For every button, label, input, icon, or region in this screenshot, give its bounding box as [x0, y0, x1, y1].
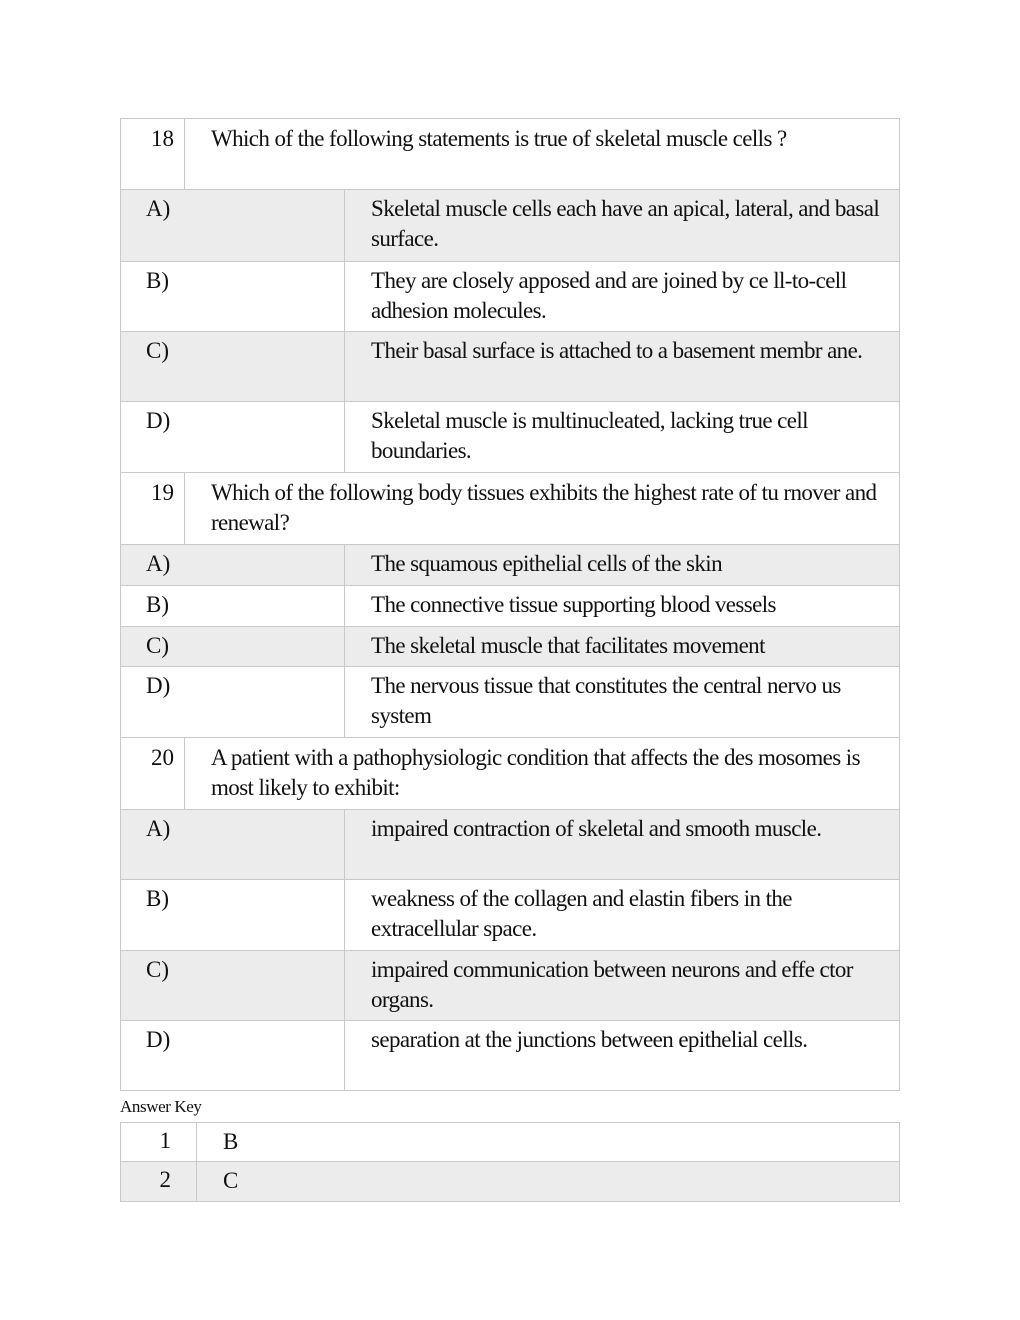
question-text: A patient with a pathophysiologic condition that affects the des mosomes is most likely to exhibit: [211, 745, 860, 800]
question-number: 18 [121, 119, 185, 189]
option-row [120, 262, 900, 332]
question-row [120, 473, 900, 545]
question-table [120, 118, 900, 1091]
option-label: C) [121, 951, 345, 1020]
answer-key-answer: C [223, 1168, 239, 1193]
option-label: D) [121, 402, 345, 472]
option-row [120, 332, 900, 402]
option-text: The skeletal muscle that facilitates movement [371, 633, 765, 658]
option-text: The connective tissue supporting blood vessels [371, 592, 776, 617]
option-row [120, 1021, 900, 1091]
question-number: 20 [121, 738, 185, 809]
option-text: Skeletal muscle is multinucleated, lacking true cell boundaries. [371, 408, 808, 463]
option-row [120, 586, 900, 627]
option-label: C) [121, 332, 345, 401]
option-label: A) [121, 810, 345, 879]
option-row [120, 951, 900, 1021]
option-row [120, 667, 900, 738]
option-text: impaired contraction of skeletal and smooth muscle. [371, 816, 822, 841]
option-text: The nervous tissue that constitutes the central nervo us system [371, 673, 841, 728]
option-text: Their basal surface is attached to a basement membr ane. [371, 338, 863, 363]
option-label: D) [121, 1021, 345, 1090]
option-text: impaired communication between neurons and effe ctor organs. [371, 957, 853, 1012]
option-label: B) [121, 262, 345, 331]
option-label: B) [121, 880, 345, 950]
question-row [120, 738, 900, 810]
option-label: D) [121, 667, 345, 737]
option-row [120, 627, 900, 667]
answer-key-row [120, 1122, 900, 1162]
option-label: C) [121, 627, 345, 666]
option-text: The squamous epithelial cells of the skin [371, 551, 722, 576]
answer-key-number: 1 [121, 1123, 197, 1161]
option-row [120, 810, 900, 880]
option-label: A) [121, 545, 345, 585]
question-row [120, 118, 900, 190]
option-row [120, 402, 900, 473]
option-row [120, 545, 900, 586]
answer-key-title: Answer Key [120, 1097, 202, 1116]
option-label: B) [121, 586, 345, 626]
option-text: separation at the junctions between epithelial cells. [371, 1027, 808, 1052]
option-text: They are closely apposed and are joined by ce ll-to-cell adhesion molecules. [371, 268, 847, 323]
option-text: Skeletal muscle cells each have an apical, lateral, and basal surface. [371, 196, 880, 251]
question-text: Which of the following statements is true of skeletal muscle cells ? [211, 126, 787, 151]
answer-key-row [120, 1162, 900, 1202]
option-text: weakness of the collagen and elastin fibers in the extracellular space. [371, 886, 792, 941]
option-row [120, 880, 900, 951]
answer-key-number: 2 [121, 1162, 197, 1201]
option-row [120, 190, 900, 262]
question-text: Which of the following body tissues exhibits the highest rate of tu rnover and renewal? [211, 480, 877, 535]
answer-key-answer: B [223, 1129, 239, 1154]
question-number: 19 [121, 473, 185, 544]
option-label: A) [121, 190, 345, 261]
answer-key-table [120, 1122, 900, 1202]
